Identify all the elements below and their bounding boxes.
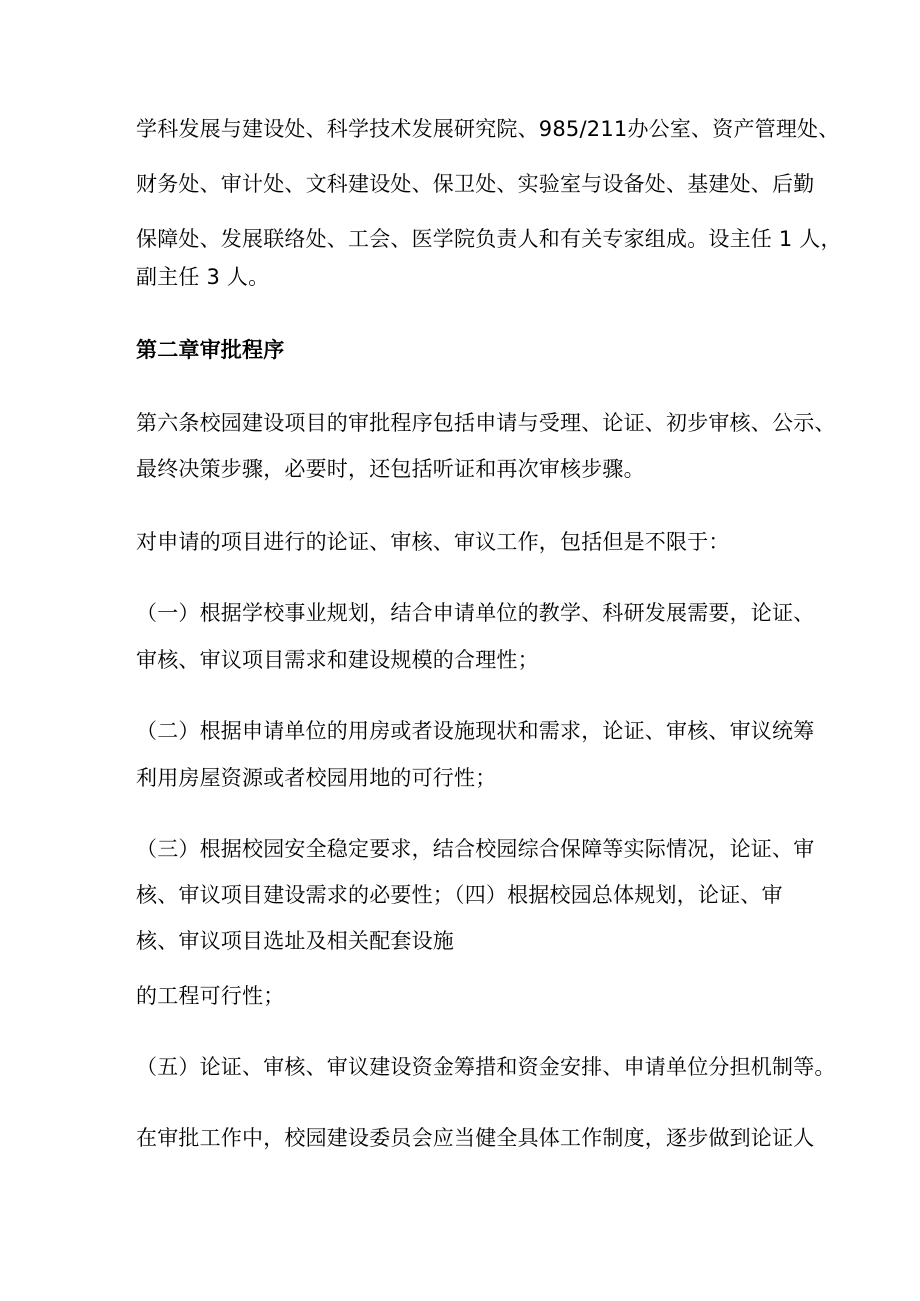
- list-item-line: 核、审议项目选址及相关配套设施: [136, 929, 454, 953]
- body-text-line: 副主任 3 人。: [136, 265, 270, 289]
- list-item-line: （一）根据学校事业规划，结合申请单位的教学、科研发展需要，论证、: [136, 601, 815, 625]
- body-text-line: 最终决策步骤，必要时，还包括听证和再次审核步骤。: [136, 457, 645, 481]
- body-text-line: 学科发展与建设处、科学技术发展研究院、985/211办公室、资产管理处、: [136, 117, 840, 141]
- body-text-line: 在审批工作中，校园建设委员会应当健全具体工作制度，逐步做到论证人: [136, 1126, 815, 1150]
- chapter-heading: 第二章审批程序: [136, 338, 285, 362]
- list-item-line: 核、审议项目建设需求的必要性；（四）根据校园总体规划，论证、审: [136, 883, 783, 907]
- list-item-line: （五）论证、审核、审议建设资金筹措和资金安排、申请单位分担机制等。: [136, 1055, 836, 1079]
- body-text-line: 对申请的项目进行的论证、审核、审议工作，包括但是不限于：: [136, 530, 730, 554]
- body-text-line: 保障处、发展联络处、工会、医学院负责人和有关专家组成。设主任 1 人，: [136, 227, 842, 251]
- list-item-line: 审核、审议项目需求和建设规模的合理性；: [136, 648, 539, 672]
- list-item-line: （二）根据申请单位的用房或者设施现状和需求，论证、审核、审议统筹: [136, 719, 815, 743]
- list-item-line: （三）根据校园安全稳定要求，结合校园综合保障等实际情况，论证、审: [136, 837, 815, 861]
- body-text-line: 第六条校园建设项目的审批程序包括申请与受理、论证、初步审核、公示、: [136, 411, 836, 435]
- list-item-line: 的工程可行性；: [136, 984, 285, 1008]
- body-text-line: 财务处、审计处、文科建设处、保卫处、实验室与设备处、基建处、后勤: [136, 172, 815, 196]
- list-item-line: 利用房屋资源或者校园用地的可行性；: [136, 766, 497, 790]
